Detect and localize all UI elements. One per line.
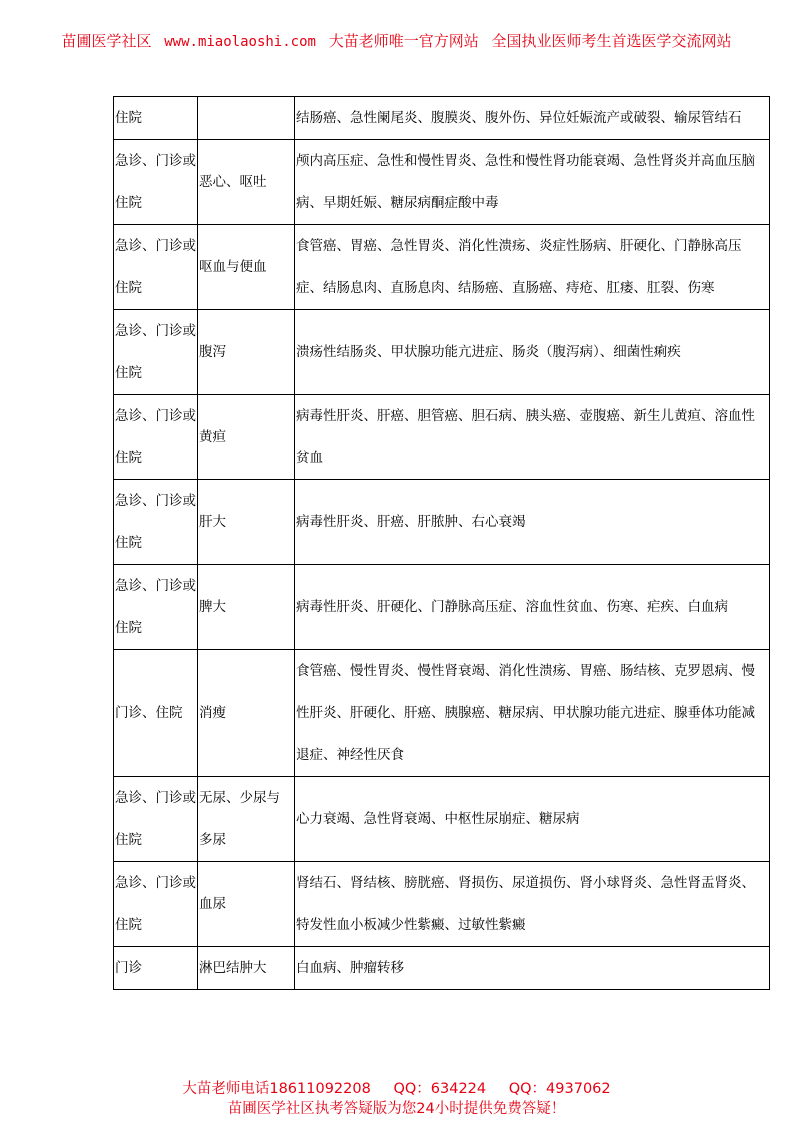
- setting-cell: 急诊、门诊或住院: [114, 225, 198, 310]
- table-row: [114, 565, 770, 650]
- table-row: [114, 97, 770, 140]
- symptom-cell: 肝大: [198, 480, 295, 565]
- diseases-cell: 颅内高压症、急性和慢性胃炎、急性和慢性肾功能衰竭、急性肾炎并高血压脑病、早期妊娠、糖尿病酮症酸中毒: [295, 140, 770, 225]
- footer-phone: 大苗老师电话18611092208: [182, 1081, 371, 1097]
- symptom-disease-table: [113, 96, 770, 990]
- footer-qq-2: QQ：4937062: [508, 1081, 611, 1097]
- table-row: [114, 947, 770, 990]
- setting-cell: 门诊: [114, 947, 198, 990]
- symptom-cell: 无尿、少尿与多尿: [198, 777, 295, 862]
- symptom-cell: 血尿: [198, 862, 295, 947]
- setting-cell: 门诊、住院: [114, 650, 198, 777]
- site-name: 苗圃医学社区: [61, 32, 152, 50]
- symptom-cell: 淋巴结肿大: [198, 947, 295, 990]
- setting-cell: 急诊、门诊或住院: [114, 395, 198, 480]
- table-row: [114, 862, 770, 947]
- symptom-cell: [198, 97, 295, 140]
- setting-cell: 急诊、门诊或住院: [114, 140, 198, 225]
- table-row: [114, 225, 770, 310]
- page-header: [0, 30, 793, 51]
- symptom-cell: 黄疸: [198, 395, 295, 480]
- symptom-cell: 脾大: [198, 565, 295, 650]
- setting-cell: 急诊、门诊或住院: [114, 310, 198, 395]
- setting-cell: 住院: [114, 97, 198, 140]
- diseases-cell: 结肠癌、急性阑尾炎、腹膜炎、腹外伤、异位妊娠流产或破裂、输尿管结石: [295, 97, 770, 140]
- table-row: [114, 310, 770, 395]
- footer-notice: 苗圃医学社区执考答疑版为您24小时提供免费答疑！: [227, 1101, 566, 1117]
- diseases-cell: 肾结石、肾结核、膀胱癌、肾损伤、尿道损伤、肾小球肾炎、急性肾盂肾炎、特发性血小板减少性紫癜、过敏性紫癜: [295, 862, 770, 947]
- diseases-cell: 病毒性肝炎、肝硬化、门静脉高压症、溶血性贫血、伤寒、疟疾、白血病: [295, 565, 770, 650]
- diseases-cell: 病毒性肝炎、肝癌、胆管癌、胆石病、胰头癌、壶腹癌、新生儿黄疸、溶血性贫血: [295, 395, 770, 480]
- symptom-cell: 腹泻: [198, 310, 295, 395]
- table-row: [114, 140, 770, 225]
- diseases-cell: 溃疡性结肠炎、甲状腺功能亢进症、肠炎（腹泻病）、细菌性痢疾: [295, 310, 770, 395]
- setting-cell: 急诊、门诊或住院: [114, 862, 198, 947]
- symptom-cell: 呕血与便血: [198, 225, 295, 310]
- official-site-text: 大苗老师唯一官方网站: [328, 32, 479, 50]
- diseases-cell: 食管癌、胃癌、急性胃炎、消化性溃疡、炎症性肠病、肝硬化、门静脉高压症、结肠息肉、直肠息肉、结肠癌、直肠癌、痔疮、肛瘘、肛裂、伤寒: [295, 225, 770, 310]
- footer-contact: [0, 1077, 793, 1098]
- footer-qq-1: QQ：634224: [393, 1081, 487, 1097]
- site-url-link[interactable]: www.miaolaoshi.com: [164, 34, 316, 50]
- table-row: [114, 395, 770, 480]
- setting-cell: 急诊、门诊或住院: [114, 777, 198, 862]
- setting-cell: 急诊、门诊或住院: [114, 565, 198, 650]
- table-row: [114, 777, 770, 862]
- diseases-cell: 白血病、肿瘤转移: [295, 947, 770, 990]
- symptom-cell: 消瘦: [198, 650, 295, 777]
- symptom-cell: 恶心、呕吐: [198, 140, 295, 225]
- diseases-cell: 病毒性肝炎、肝癌、肝脓肿、右心衰竭: [295, 480, 770, 565]
- diseases-cell: 食管癌、慢性胃炎、慢性肾衰竭、消化性溃疡、胃癌、肠结核、克罗恩病、慢性肝炎、肝硬化、肝癌、胰腺癌、糖尿病、甲状腺功能亢进症、腺垂体功能减退症、神经性厌食: [295, 650, 770, 777]
- slogan-text: 全国执业医师考生首选医学交流网站: [491, 32, 732, 50]
- setting-cell: 急诊、门诊或住院: [114, 480, 198, 565]
- diseases-cell: 心力衰竭、急性肾衰竭、中枢性尿崩症、糖尿病: [295, 777, 770, 862]
- table-row: [114, 480, 770, 565]
- table-row: [114, 650, 770, 777]
